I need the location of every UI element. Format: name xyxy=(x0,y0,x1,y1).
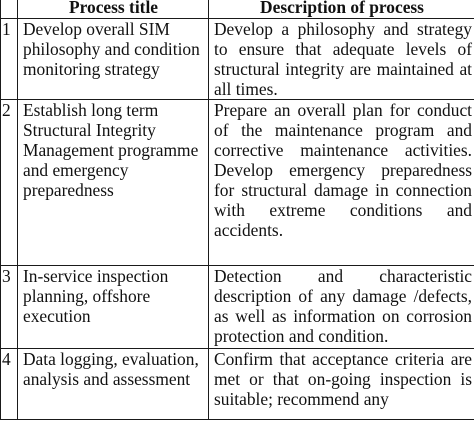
row-number: 2 xyxy=(1,100,18,266)
table-header xyxy=(1,0,474,19)
header-number xyxy=(1,0,18,19)
process-description-cell: Detection and characteristic description of any damage /defects, as well as information on corrosion protection and condition. xyxy=(209,266,474,349)
table-row xyxy=(1,100,474,266)
process-description-cell: Confirm that acceptance criteria are met or that on-going inspection is suitable; recommend any xyxy=(209,349,474,420)
table-row xyxy=(1,19,474,100)
row-number: 3 xyxy=(1,266,18,349)
process-title-cell: Data logging, evaluation, analysis and assessment xyxy=(18,349,209,420)
process-description-cell: Prepare an overall plan for conduct of the maintenance program and corrective maintenance activities. Develop emergency preparedness for structural damage in connection with extreme conditions and accidents. xyxy=(209,100,474,266)
header-process-title: Process title xyxy=(18,0,209,19)
table-row xyxy=(1,266,474,349)
process-title-cell: Develop overall SIM philosophy and condition monitoring strategy xyxy=(18,19,209,100)
row-number: 4 xyxy=(1,349,18,420)
table-body xyxy=(1,19,474,420)
process-title-cell: Establish long term Structural Integrity Management programme and emergency preparedness xyxy=(18,100,209,266)
process-description-cell: Develop a philosophy and strategy to ensure that adequate levels of structural integrity are maintained at all times. xyxy=(209,19,474,100)
header-description: Description of process xyxy=(209,0,474,19)
row-number: 1 xyxy=(1,19,18,100)
process-title-cell: In-service inspection planning, offshore execution xyxy=(18,266,209,349)
header-row xyxy=(1,0,474,19)
table-row xyxy=(1,349,474,420)
